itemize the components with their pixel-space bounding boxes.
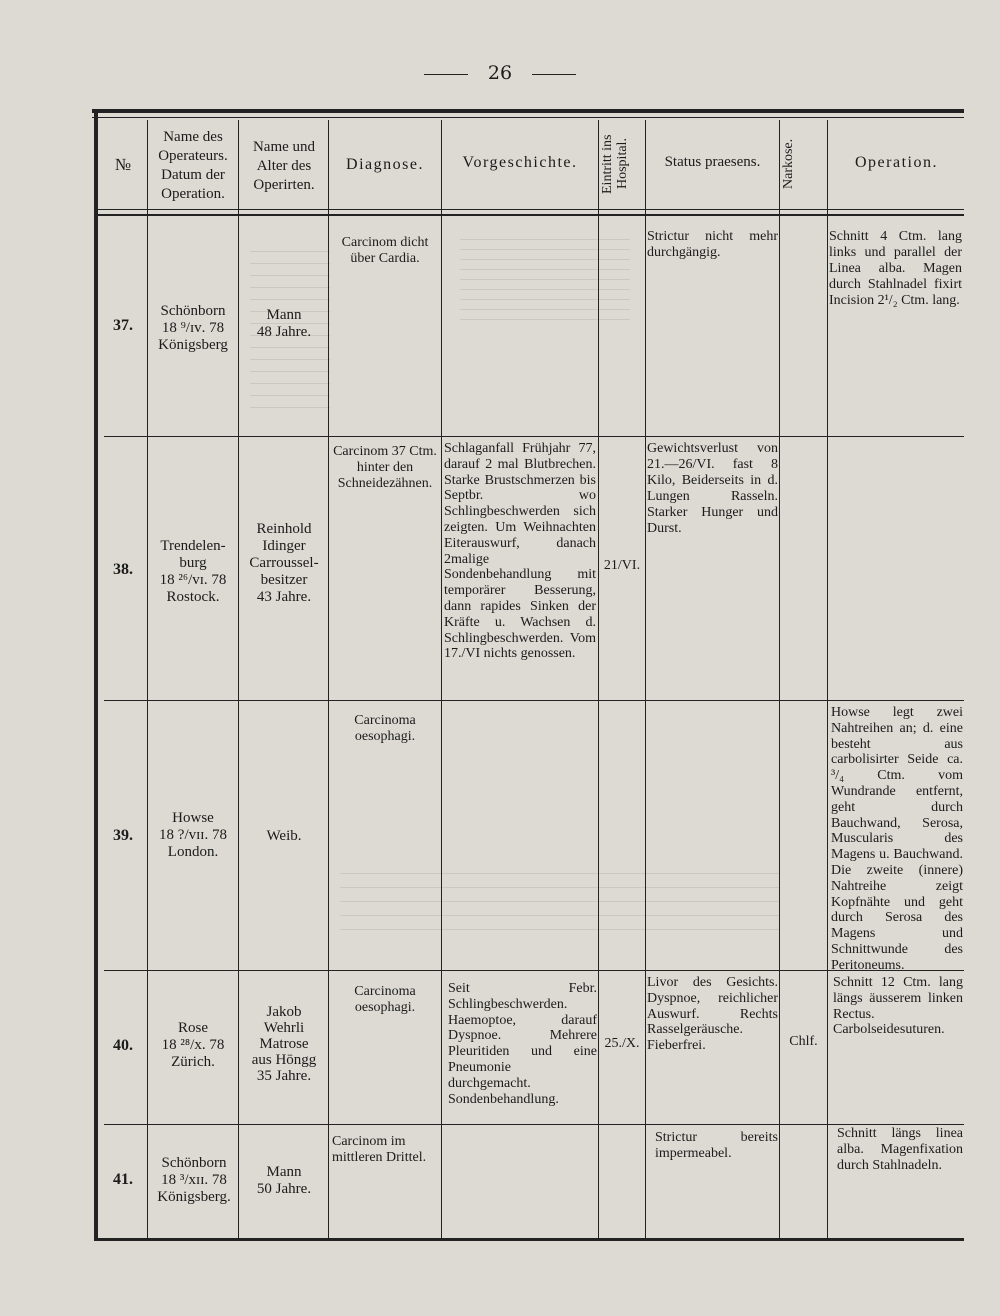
column-line	[827, 120, 828, 1238]
row-41-patient: Mann 50 Jahre.	[256, 1164, 312, 1197]
table-left-border	[94, 113, 98, 1241]
row-40-diagnosis: Carcinoma oesophagi.	[354, 984, 416, 1015]
row-37-status: Strictur nicht mehr durchgängig.	[647, 229, 778, 260]
row-40-narcosis: Chlf.	[789, 1034, 818, 1049]
header-history: Vorgeschichte.	[462, 153, 578, 171]
row-40-history: Seit Febr. Schlingbeschwerden. Haemoptoe, darauf Dyspnoe. Mehrere Pleuritiden und eine Pneumonie durchgemacht. Sondenbehandlung.	[448, 981, 597, 1107]
column-line	[598, 120, 599, 1238]
row-38-history: Schlaganfall Frühjahr 77, darauf 2 mal Blutbrechen. Starke Brustschmerzen bis Septbr. wo Schlingbeschwerden sich zeigten. Um Weihnachten Eiterauswurf, danach 2malige Sondenbehandlung mit temporärer Besserung, dann rapides Sinken der Kräfte u. Wachsen d. Schlingbeschwerden. Vom 17./VI nichts genossen.	[444, 441, 596, 662]
row-37-operator: Schönborn 18 ⁹/ɪᴠ. 78 Königsberg	[158, 303, 228, 353]
row-38-diagnosis: Carcinom 37 Ctm. hinter den Schneidezähnen.	[333, 444, 437, 491]
row-40-operator: Rose 18 ²⁸/x. 78 Zürich.	[161, 1020, 225, 1070]
row-separator	[104, 700, 964, 701]
column-line	[238, 120, 239, 1238]
header-number: №	[114, 154, 132, 174]
header-narcosis: Narkose.	[781, 138, 796, 190]
column-line	[147, 120, 148, 1238]
row-40-admission: 25./X.	[604, 1036, 640, 1051]
header-admission: Eintritt ins Hospital.	[600, 134, 630, 194]
row-39-operation: Howse legt zwei Nahtreihen an; d. eine besteht aus carbolisirter Seide ca. ³/₄ Ctm. vom Wundrande entfernt, geht durch Bauchwand, Serosa, Muscularis des Magens u. Bauchwand. Die zweite (innere) Nahtreihe zeigt Kopfnähte und geht durch Serosa des Magens und Schnittwunde des Peritoneums.	[831, 705, 963, 973]
row-37-operation: Schnitt 4 Ctm. lang links und parallel der Linea alba. Magen durch Stahlnadel fixirt Incision 2¹/₂ Ctm. lang.	[829, 229, 962, 308]
row-38-patient: Reinhold Idinger Carroussel- besitzer 43 Jahre.	[249, 521, 319, 605]
row-separator	[104, 1124, 964, 1125]
row-37-patient: Mann 48 Jahre.	[256, 307, 312, 340]
header-operation: Operation.	[855, 153, 938, 171]
row-41-status: Strictur bereits impermeabel.	[655, 1130, 778, 1161]
header-patient: Name und Alter des Operirten.	[252, 138, 316, 193]
row-separator	[104, 436, 964, 437]
row-40-operation: Schnitt 12 Ctm. lang längs äusserem linken Rectus. Carbolseidesuturen.	[833, 975, 963, 1038]
row-38-status: Gewichtsverlust von 21.—26/VI. fast 8 Kilo, Beiderseits in d. Lungen Rasseln. Starker Hunger und Durst.	[647, 441, 778, 536]
table-top-rule	[92, 109, 964, 113]
column-line	[328, 120, 329, 1238]
table-bottom-rule	[94, 1238, 964, 1241]
column-line	[645, 120, 646, 1238]
row-41-number: 41.	[113, 1172, 133, 1188]
row-41-diagnosis: Carcinom im mittleren Drittel.	[332, 1134, 427, 1165]
row-40-patient: Jakob Wehrli Matrose aus Hōngg 35 Jahre.	[251, 1004, 317, 1084]
page-number-text: 26	[487, 62, 513, 84]
row-39-number: 39.	[113, 828, 133, 844]
header-operator: Name des Operateurs. Datum der Operation.	[158, 129, 228, 202]
header-bottom-rule	[98, 214, 964, 216]
table-top-rule-thin	[92, 117, 964, 118]
column-line	[441, 120, 442, 1238]
row-40-number: 40.	[113, 1038, 133, 1054]
row-40-status: Livor des Gesichts. Dyspnoe, reichlicher Auswurf. Rechts Rasselgeräusche. Fieberfrei.	[647, 975, 778, 1054]
column-line	[779, 120, 780, 1238]
row-38-admission: 21/VI.	[603, 558, 641, 573]
row-37-diagnosis: Carcinom dicht über Cardia.	[341, 235, 429, 266]
header-bottom-rule	[98, 209, 964, 210]
row-39-diagnosis: Carcinoma oesophagi.	[354, 713, 416, 744]
row-41-operation: Schnitt längs linea alba. Magenfixation durch Stahlnadeln.	[837, 1126, 963, 1173]
row-38-operator: Trendelen- burg 18 ²⁶/ᴠɪ. 78 Rostock.	[159, 538, 227, 605]
row-39-operator: Howse 18 ?/ᴠɪɪ. 78 London.	[159, 810, 227, 860]
row-39-patient: Weib.	[266, 828, 302, 844]
row-41-operator: Schönborn 18 ³/xɪɪ. 78 Königsberg.	[157, 1155, 231, 1205]
row-38-number: 38.	[113, 562, 133, 578]
header-status: Status praesens.	[664, 153, 761, 170]
row-37-number: 37.	[113, 318, 133, 334]
header-diagnosis: Diagnose.	[346, 155, 424, 173]
